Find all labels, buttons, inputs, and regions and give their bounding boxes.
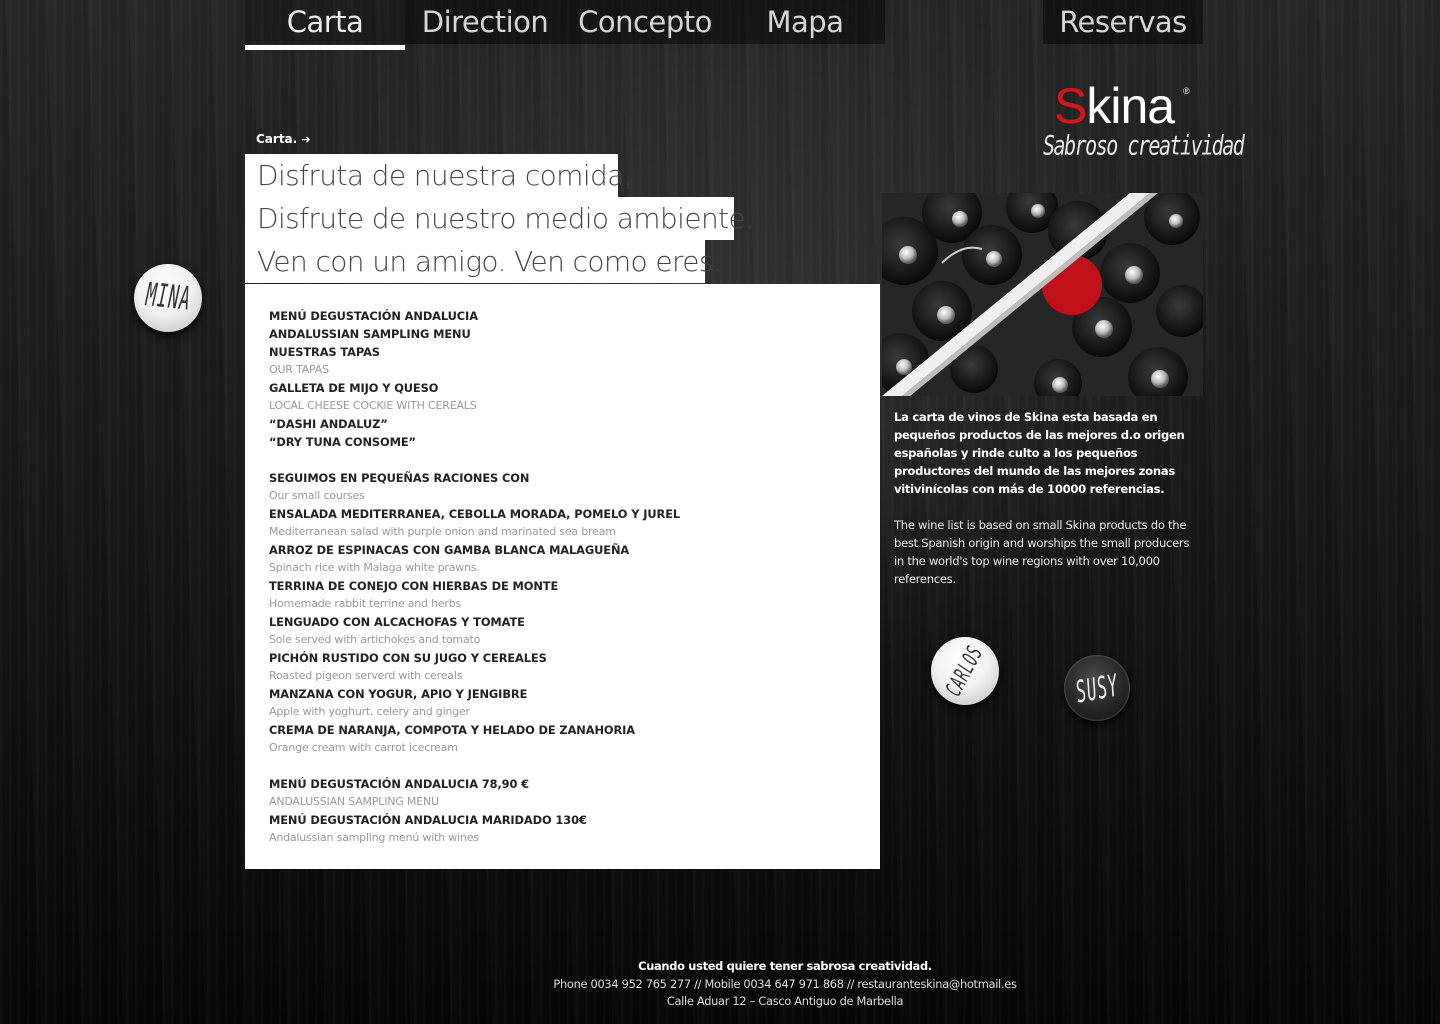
slogan-line-2: Disfrute de nuestro medio ambiente. [245,197,734,240]
menu-dish-title: “DRY TUNA CONSOME” [269,435,416,449]
badge-susy-label: SUSY [1072,666,1122,710]
logo-rest: kina [1086,78,1175,134]
menu-dish-title: ANDALUSSIAN SAMPLING MENU [269,327,471,341]
menu-dish-title: MENÚ DEGUSTACIÓN ANDALUCIA [269,309,478,323]
badge-susy[interactable] [1064,655,1130,721]
menu-dish-translation: Mediterranean salad with purple onion and marinated sea bream [269,525,616,538]
logo-tagline: Sabroso creatividad [1043,129,1244,162]
menu-dish-translation: Sole served with artichokes and tomato [269,633,481,646]
menu-dish-title: CREMA DE NARANJA, COMPOTA Y HELADO DE ZANAHORIA [269,723,636,737]
skina-logo[interactable] [1040,78,1244,165]
badge-mina-label: MINA [143,276,193,320]
menu-dish-title: ENSALADA MEDITERRANEA, CEBOLLA MORADA, POMELO Y JUREL [269,507,681,521]
wine-bottles-photo [882,193,1203,396]
menu-dish-title: TERRINA DE CONEJO CON HIERBAS DE MONTE [269,579,559,593]
menu-dish-translation: OUR TAPAS [269,363,329,376]
footer-slogan: Cuando usted quiere tener sabrosa creatividad. [638,959,932,973]
menu-dish-translation: Orange cream with carrot icecream [269,741,458,754]
nav-item-concepto[interactable]: Concepto [578,5,712,39]
menu-dish-title: ARROZ DE ESPINACAS CON GAMBA BLANCA MALAGUEÑA [269,543,630,557]
badge-carlos-label: CARLOS [941,641,989,701]
arrow-right-icon: ➔ [301,132,311,146]
nav-item-direction[interactable]: Direction [421,5,549,39]
menu-dish-title: GALLETA DE MIJO Y QUESO [269,381,439,395]
menu-dish-title: “DASHI ANDALUZ” [269,417,388,431]
wine-description [894,408,1194,588]
menu-dish-title: LENGUADO CON ALCACHOFAS Y TOMATE [269,615,525,629]
badge-mina[interactable] [134,264,202,332]
menu-dish-title: PICHÓN RUSTIDO CON SU JUGO Y CEREALES [269,651,547,665]
menu-spacer [269,757,880,775]
menu-dish-title: MANZANA CON YOGUR, APIO Y JENGIBRE [269,687,528,701]
nav-item-carta[interactable]: Carta [245,0,405,44]
menu-panel [245,284,880,869]
wine-text-english: The wine list is based on small Skina products do the best Spanish origin and worships the small producers in the world's top wine regions with over 10,000 references. [894,518,1190,586]
main-nav [245,0,885,44]
menu-dish-translation: Spinach rice with Malaga white prawns. [269,561,480,574]
wine-text-spanish: La carta de vinos de Skina esta basada en pequeños productos de las mejores d.o origen españolas y rinde culto a los pequeños productores del mundo de las mejores zonas vitivinícolas con más de 10000 referencias. [894,410,1185,496]
menu-dish-translation: Apple with yoghurt, celery and ginger [269,705,470,718]
badge-carlos[interactable] [931,637,999,705]
logo-wordmark [1054,80,1174,132]
menu-spacer [269,451,880,469]
registered-mark: ® [1183,86,1190,96]
wine-bottles-illustration [882,193,1203,396]
menu-dish-translation: Roasted pigeon serverd with cereals [269,669,463,682]
menu-dish-translation: Our small courses [269,489,365,502]
menu-dish-translation: LOCAL CHEESE COCKIE WITH CEREALS [269,399,477,412]
menu-dish-title: NUESTRAS TAPAS [269,345,380,359]
breadcrumb [256,132,310,146]
slogan-line-3: Ven con un amigo. Ven como eres. [245,240,705,283]
breadcrumb-label: Carta. [256,132,298,146]
footer-contact: Phone 0034 952 765 277 // Mobile 0034 647 971 868 // restauranteskina@hotmail.es [553,977,1017,991]
menu-dish-translation: Homemade rabbit terrine and herbs [269,597,462,610]
menu-dish-translation: ANDALUSSIAN SAMPLING MENU [269,795,439,808]
reservas-button[interactable]: Reservas [1043,0,1203,44]
footer-address: Calle Aduar 12 – Casco Antiguo de Marbella [666,994,904,1008]
menu-dish-title: SEGUIMOS EN PEQUEÑAS RACIONES CON [269,471,530,485]
logo-first-letter: S [1054,78,1087,134]
menu-dish-translation: Andalussian sampling menú with wines [269,831,479,844]
slogan-line-1: Disfruta de nuestra comida. [245,154,618,197]
menu-dish-title: MENÚ DEGUSTACIÓN ANDALUCIA MARIDADO 130€ [269,813,587,827]
menu-dish-title: MENÚ DEGUSTACIÓN ANDALUCIA 78,90 € [269,777,530,791]
nav-item-mapa[interactable]: Mapa [766,5,844,39]
